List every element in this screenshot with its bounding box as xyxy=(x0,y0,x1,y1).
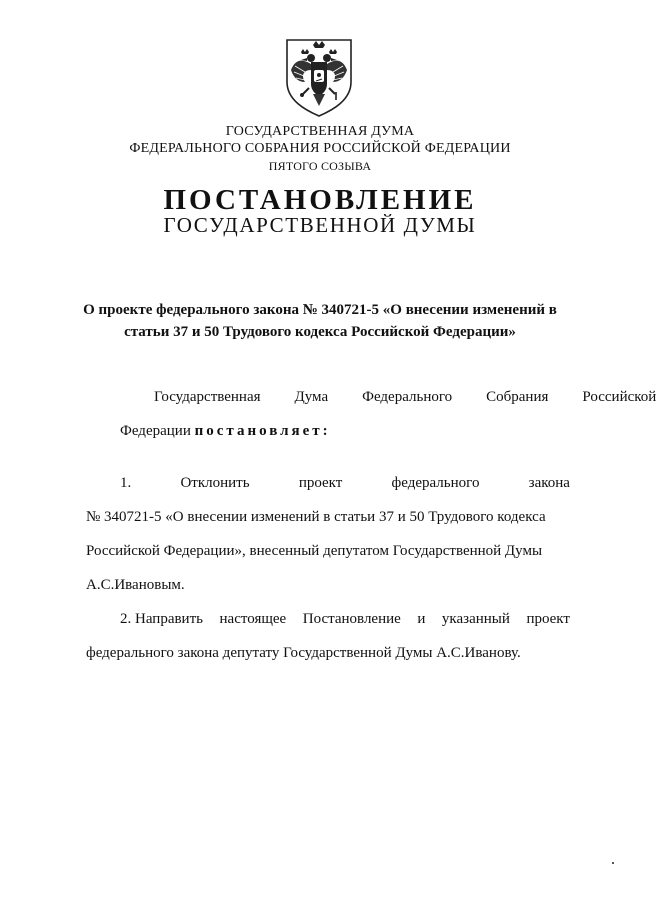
item-line xyxy=(86,466,570,500)
item-word: федерального xyxy=(391,475,480,491)
document-issuer-title: ГОСУДАРСТВЕННОЙ ДУМЫ xyxy=(163,213,477,237)
document-subject xyxy=(70,299,570,343)
item-line: № 340721-5 «О внесении изменений в статьи 37 и 50 Трудового кодекса xyxy=(86,509,546,525)
item-line: А.С.Ивановым. xyxy=(86,577,185,593)
item-word: и xyxy=(417,611,426,627)
preamble-paragraph xyxy=(86,380,656,448)
resolution-item-2 xyxy=(86,602,570,670)
item-word: указанный xyxy=(441,611,510,627)
item-word: закона xyxy=(528,475,570,491)
preamble-word: Федерального xyxy=(362,389,453,405)
resolution-item-1 xyxy=(86,466,570,602)
preamble-word: Собрания xyxy=(486,389,549,405)
preamble-line xyxy=(86,414,570,448)
item-line xyxy=(86,602,570,636)
header-duma: ГОСУДАРСТВЕННАЯ ДУМА xyxy=(225,124,415,139)
item-word: проект xyxy=(298,475,343,491)
item-word: Постановление xyxy=(302,611,401,627)
preamble-word: Российской xyxy=(582,389,656,405)
preamble-word: Государственная xyxy=(154,389,261,405)
subject-line: О проекте федерального закона № 340721-5 «О внесении изменений в xyxy=(83,302,557,318)
preamble-line xyxy=(86,380,656,414)
item-word: Отклонить xyxy=(180,475,250,491)
subject-line: статьи 37 и 50 Трудового кодекса Российской Федерации» xyxy=(124,324,516,340)
header-convocation: ПЯТОГО СОЗЫВА xyxy=(268,159,372,173)
preamble-tail: Федерации xyxy=(120,423,191,439)
item-word: 2. Направить xyxy=(120,611,203,627)
item-word: настоящее xyxy=(219,611,287,627)
item-word: проект xyxy=(526,611,570,627)
item-word: 1. xyxy=(120,475,132,491)
scan-speck xyxy=(612,862,614,864)
item-line: федерального закона депутату Государственной Думы А.С.Иванову. xyxy=(86,645,521,661)
resolves-word: постановляет: xyxy=(194,423,331,439)
preamble-word: Дума xyxy=(294,389,329,405)
item-line: Российской Федерации», внесенный депутатом Государственной Думы xyxy=(86,543,543,559)
document-type-title: ПОСТАНОВЛЕНИЕ xyxy=(163,184,477,216)
coat-of-arms-icon xyxy=(283,36,355,118)
header-federal-assembly: ФЕДЕРАЛЬНОГО СОБРАНИЯ РОССИЙСКОЙ ФЕДЕРАЦИИ xyxy=(129,141,511,156)
